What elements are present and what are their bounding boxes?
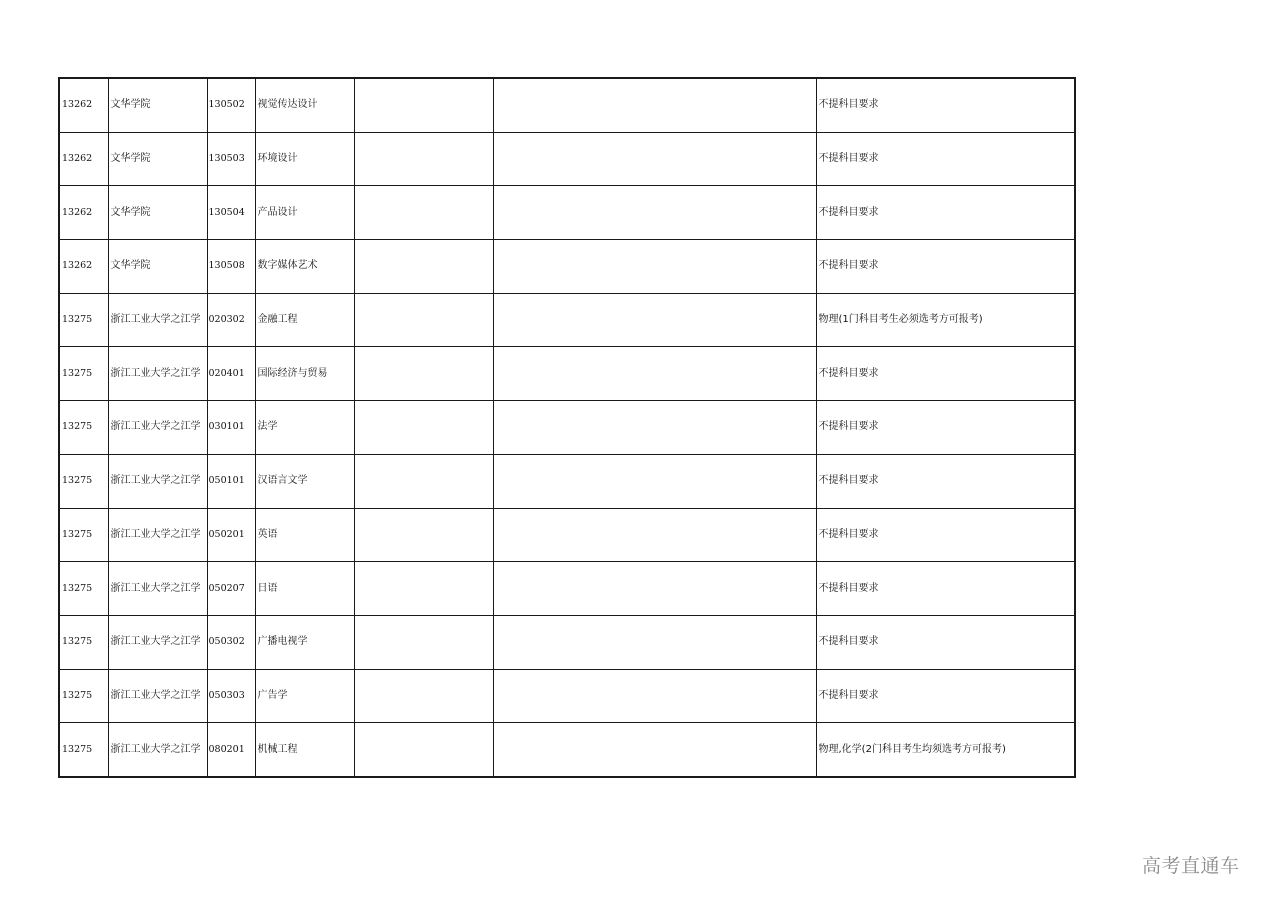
empty-cell (354, 78, 493, 132)
major-name-cell: 国际经济与贸易 (255, 347, 354, 401)
school-code-cell: 13275 (59, 508, 108, 562)
school-code-cell: 13262 (59, 186, 108, 240)
table-row (59, 78, 1075, 132)
subject-requirement-cell: 不提科目要求 (816, 615, 1075, 669)
empty-cell (493, 186, 816, 240)
empty-cell (493, 669, 816, 723)
subject-requirement-cell: 不提科目要求 (816, 669, 1075, 723)
school-name-cell: 浙江工业大学之江学 (108, 347, 207, 401)
school-code-cell: 13275 (59, 401, 108, 455)
school-code-cell: 13275 (59, 347, 108, 401)
empty-cell (354, 669, 493, 723)
empty-cell (354, 454, 493, 508)
major-name-cell: 广告学 (255, 669, 354, 723)
major-code-cell: 050101 (207, 454, 255, 508)
school-code-cell: 13262 (59, 78, 108, 132)
major-code-cell: 050207 (207, 562, 255, 616)
school-code-cell: 13275 (59, 454, 108, 508)
table-row (59, 186, 1075, 240)
school-name-cell: 浙江工业大学之江学 (108, 401, 207, 455)
empty-cell (354, 508, 493, 562)
empty-cell (354, 723, 493, 777)
empty-cell (354, 615, 493, 669)
major-code-cell: 130503 (207, 132, 255, 186)
empty-cell (493, 401, 816, 455)
school-name-cell: 文华学院 (108, 78, 207, 132)
major-code-cell: 130508 (207, 240, 255, 294)
empty-cell (354, 401, 493, 455)
empty-cell (354, 132, 493, 186)
major-code-cell: 050303 (207, 669, 255, 723)
table-row (59, 669, 1075, 723)
table-body (59, 78, 1075, 777)
major-name-cell: 英语 (255, 508, 354, 562)
table-row (59, 401, 1075, 455)
school-name-cell: 浙江工业大学之江学 (108, 615, 207, 669)
major-code-cell: 020401 (207, 347, 255, 401)
school-code-cell: 13262 (59, 240, 108, 294)
table-row (59, 454, 1075, 508)
empty-cell (493, 293, 816, 347)
empty-cell (493, 78, 816, 132)
school-name-cell: 文华学院 (108, 132, 207, 186)
school-code-cell: 13275 (59, 293, 108, 347)
major-code-cell: 030101 (207, 401, 255, 455)
table-row (59, 240, 1075, 294)
empty-cell (493, 508, 816, 562)
major-code-cell: 020302 (207, 293, 255, 347)
major-name-cell: 广播电视学 (255, 615, 354, 669)
subject-requirement-cell: 不提科目要求 (816, 132, 1075, 186)
table-row (59, 562, 1075, 616)
empty-cell (493, 615, 816, 669)
school-name-cell: 浙江工业大学之江学 (108, 562, 207, 616)
empty-cell (354, 293, 493, 347)
major-name-cell: 日语 (255, 562, 354, 616)
school-name-cell: 文华学院 (108, 186, 207, 240)
school-name-cell: 浙江工业大学之江学 (108, 669, 207, 723)
major-code-cell: 050201 (207, 508, 255, 562)
subject-requirement-cell: 不提科目要求 (816, 240, 1075, 294)
empty-cell (354, 240, 493, 294)
major-name-cell: 产品设计 (255, 186, 354, 240)
school-name-cell: 浙江工业大学之江学 (108, 723, 207, 777)
empty-cell (354, 347, 493, 401)
major-name-cell: 视觉传达设计 (255, 78, 354, 132)
major-code-cell: 080201 (207, 723, 255, 777)
subject-requirement-cell: 物理(1门科目考生必须选考方可报考) (816, 293, 1075, 347)
major-name-cell: 数字媒体艺术 (255, 240, 354, 294)
subject-requirement-cell: 不提科目要求 (816, 454, 1075, 508)
subject-requirement-cell: 不提科目要求 (816, 508, 1075, 562)
major-code-cell: 050302 (207, 615, 255, 669)
watermark-text: 高考直通车 (1142, 855, 1240, 877)
empty-cell (493, 240, 816, 294)
major-name-cell: 汉语言文学 (255, 454, 354, 508)
school-name-cell: 浙江工业大学之江学 (108, 508, 207, 562)
subject-requirement-cell: 不提科目要求 (816, 562, 1075, 616)
major-name-cell: 金融工程 (255, 293, 354, 347)
empty-cell (354, 562, 493, 616)
subject-requirements-table (58, 77, 1076, 778)
major-code-cell: 130502 (207, 78, 255, 132)
school-name-cell: 浙江工业大学之江学 (108, 454, 207, 508)
table-row (59, 293, 1075, 347)
subject-requirement-cell: 不提科目要求 (816, 78, 1075, 132)
empty-cell (493, 723, 816, 777)
empty-cell (493, 454, 816, 508)
empty-cell (354, 186, 493, 240)
school-code-cell: 13275 (59, 723, 108, 777)
subject-requirement-cell: 不提科目要求 (816, 347, 1075, 401)
major-code-cell: 130504 (207, 186, 255, 240)
table-row (59, 723, 1075, 777)
major-name-cell: 环境设计 (255, 132, 354, 186)
subject-requirement-cell: 不提科目要求 (816, 401, 1075, 455)
table-row (59, 508, 1075, 562)
empty-cell (493, 562, 816, 616)
major-name-cell: 法学 (255, 401, 354, 455)
table-row (59, 132, 1075, 186)
subject-requirement-cell: 不提科目要求 (816, 186, 1075, 240)
school-name-cell: 浙江工业大学之江学 (108, 293, 207, 347)
subject-requirement-cell: 物理,化学(2门科目考生均须选考方可报考) (816, 723, 1075, 777)
empty-cell (493, 347, 816, 401)
school-code-cell: 13275 (59, 615, 108, 669)
school-code-cell: 13275 (59, 669, 108, 723)
school-code-cell: 13275 (59, 562, 108, 616)
empty-cell (493, 132, 816, 186)
table-row (59, 615, 1075, 669)
table-row (59, 347, 1075, 401)
major-name-cell: 机械工程 (255, 723, 354, 777)
school-name-cell: 文华学院 (108, 240, 207, 294)
school-code-cell: 13262 (59, 132, 108, 186)
